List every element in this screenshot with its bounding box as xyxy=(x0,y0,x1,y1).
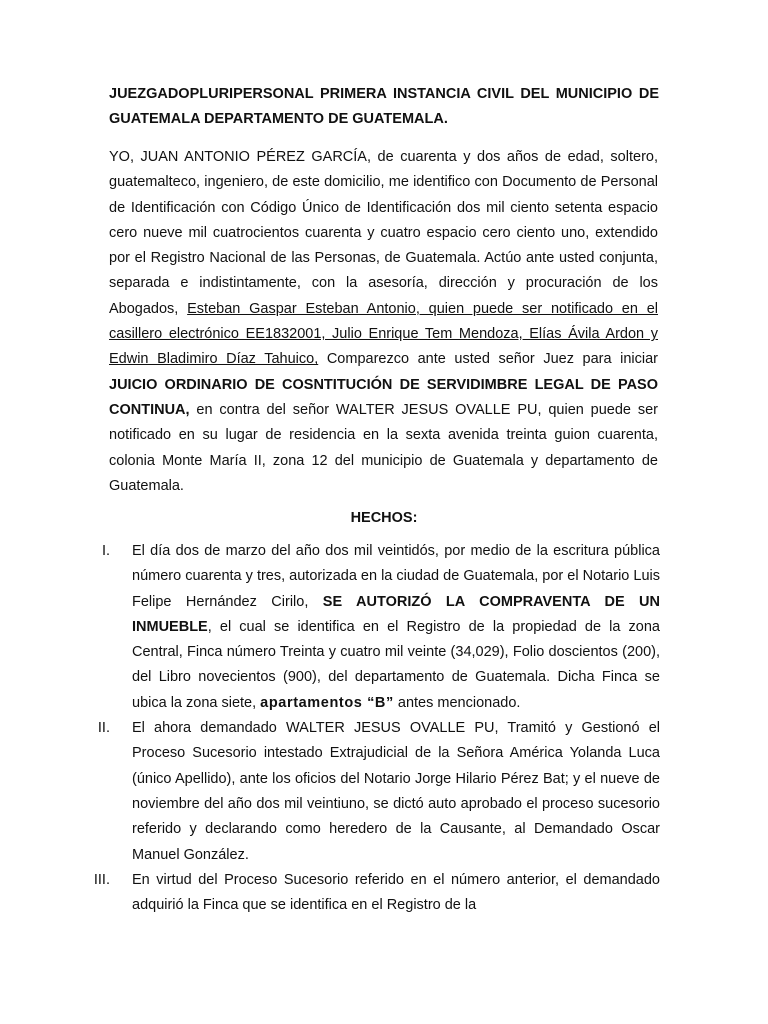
fact-text: En virtud del Proceso Sucesorio referido en el número anterior, el demandado adquirió la Finca que se identifica en el Registro de la xyxy=(132,871,660,914)
intro-appearance: Comparezco ante usted señor Juez para iniciar xyxy=(326,351,659,368)
fact-item xyxy=(80,868,660,919)
fact-bold-text: apartamentos “B” xyxy=(260,694,394,711)
fact-number: II. xyxy=(97,720,110,737)
lawyers-names: Esteban Gaspar Esteban Antonio, quien puede ser notificado en el casillero electrónico EE1832001, Julio Enrique Tem Mendoza, Elías Ávila Ardon y Edwin Bladimiro Díaz Tahuico, xyxy=(109,300,659,368)
fact-text: El día dos de marzo del año dos mil veintidós, por medio de la escritura pública número cuarenta y tres, autorizada en la ciudad de Guatemala, por el Notario Luis Felipe Hernández Cirilo, xyxy=(132,543,660,610)
defendant-text: en contra del señor WALTER JESUS OVALLE PU, quien puede ser notificado en su lugar de residencia en la sexta avenida treinta guion cuarenta, colonia Monte María II, zona 12 del municipio de Guatemala y departamento de Guatemala. xyxy=(109,401,658,494)
facts-title: HECHOS: xyxy=(350,510,418,526)
fact-item xyxy=(80,539,660,716)
fact-bold-text: SE AUTORIZÓ LA COMPRAVENTA DE UN INMUEBLE xyxy=(132,593,660,635)
intro-paragraph xyxy=(109,145,658,499)
intro-text: YO, JUAN ANTONIO PÉREZ GARCÍA, de cuarenta y dos años de edad, soltero, guatemalteco, ingeniero, de este domicilio, me identifico con Documento de Personal de Identificación con Código Único de Identificación dos mil ciento setenta espacio cero nueve mil cuatrocientos cuarenta y cuatro espacio cero ciento uno, extendido por el Registro Nacional de las Personas, de Guatemala. Actúo ante usted conjunta, separada e indistintamente, con la asesoría, dirección y procuración de los Abogados, xyxy=(109,149,658,317)
fact-text: antes mencionado. xyxy=(397,694,521,711)
court-heading: JUEZGADOPLURIPERSONAL PRIMERA INSTANCIA CIVIL DEL MUNICIPIO DE GUATEMALA DEPARTAMENTO DE GUATEMALA. xyxy=(109,86,659,127)
facts-list xyxy=(80,539,660,918)
fact-number: III. xyxy=(93,871,110,888)
fact-text: , el cual se identifica en el Registro de la propiedad de la zona Central, Finca número Treinta y cuatro mil veinte (34,029), Folio doscientos (200), del Libro novecientos (900), del departamento de Guatemala. Dicha Finca se ubica la zona siete, xyxy=(132,618,660,711)
fact-text: El ahora demandado WALTER JESUS OVALLE PU, Tramitó y Gestionó el Proceso Sucesorio intestado Extrajudicial de la Señora América Yolanda Luca (único Apellido), ante los oficios del Notario Jorge Hilario Pérez Bat; y el nueve de noviembre del año dos mil veintiuno, se dictó auto aprobado el proceso sucesorio referido y declarando como heredero de la Causante, al Demandado Oscar Manuel González. xyxy=(132,720,660,863)
fact-number: I. xyxy=(101,543,110,559)
case-type: JUICIO ORDINARIO DE COSNTITUCIÓN DE SERVIDIMBRE LEGAL DE PASO CONTINUA, xyxy=(109,376,658,418)
fact-item xyxy=(80,716,660,868)
